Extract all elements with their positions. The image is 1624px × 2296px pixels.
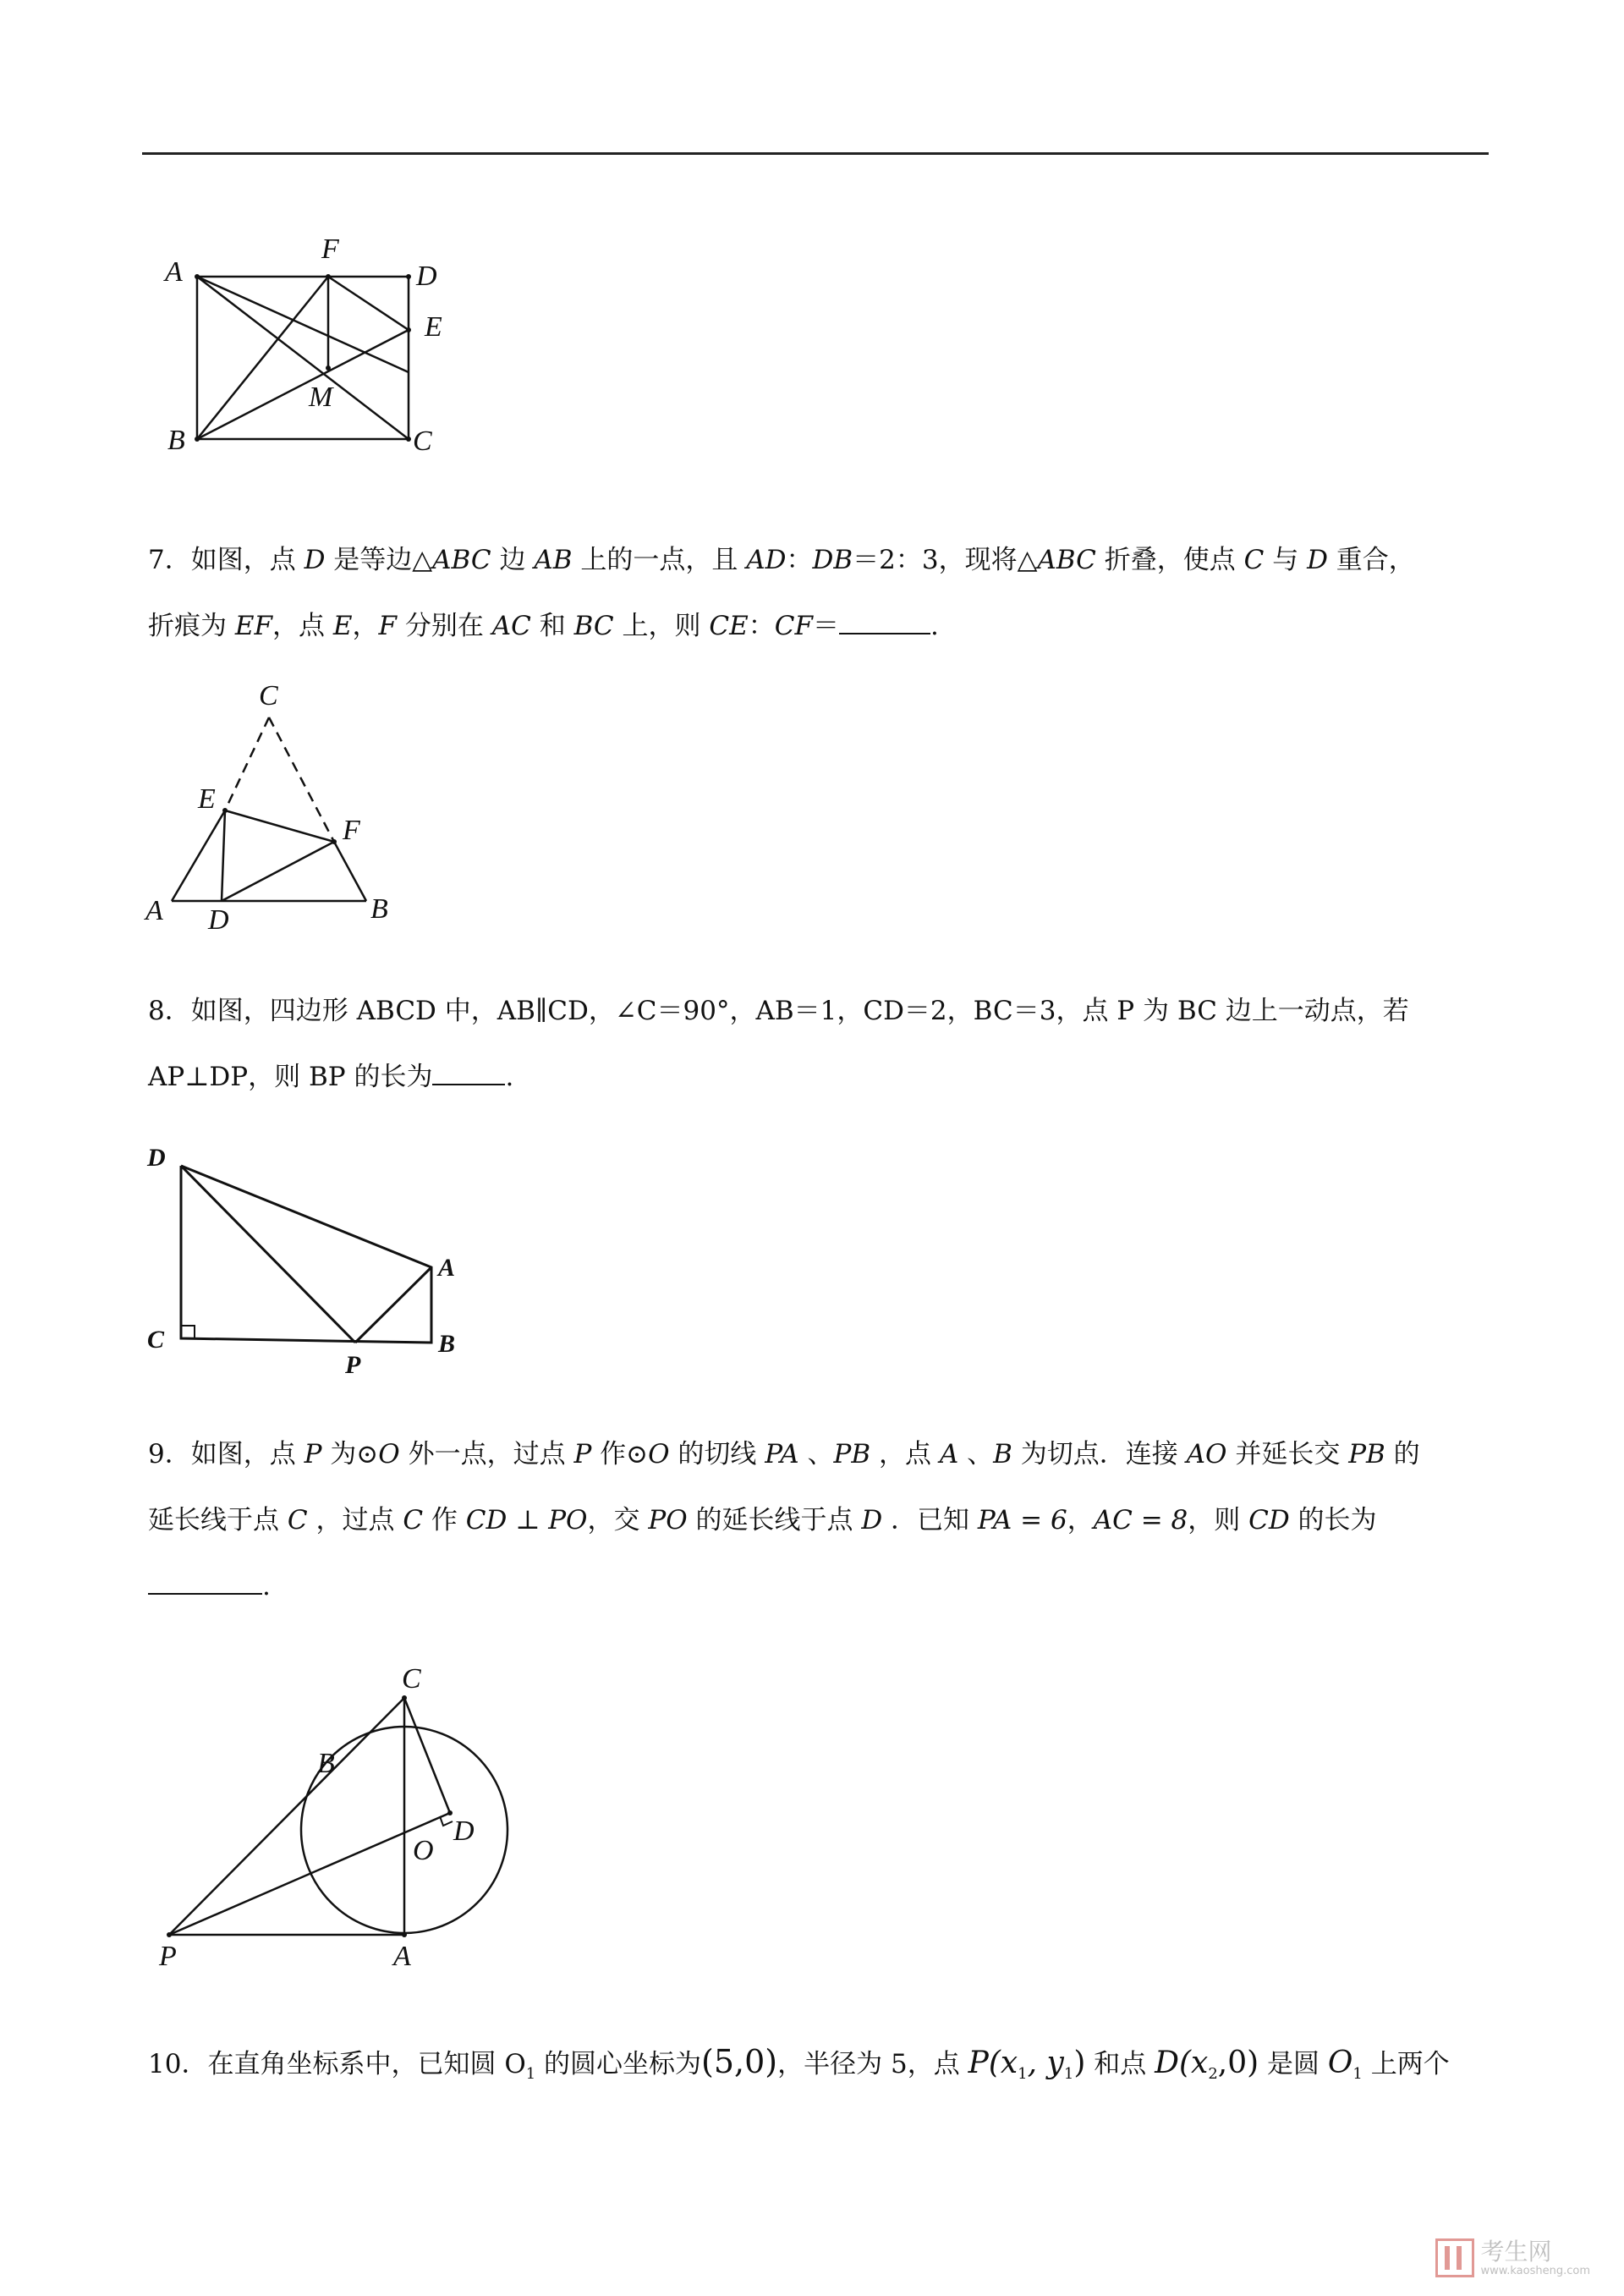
label-p: P: [345, 1351, 361, 1379]
label-b: B: [370, 893, 388, 925]
segment-fb: [334, 842, 366, 901]
question-7-line-2: 折痕为 EF，点 E，F 分别在 AC 和 BC 上，则 CE：CF＝ .: [148, 611, 939, 641]
segment-pa: [355, 1267, 431, 1343]
label-b: B: [438, 1330, 456, 1358]
question-7: [148, 527, 1493, 659]
trapezoid-outline: [181, 1166, 431, 1343]
label-e: E: [425, 311, 442, 343]
right-angle-mark: [181, 1326, 195, 1338]
watermark-url: www.kaosheng.com: [1480, 2264, 1590, 2277]
label-d: D: [208, 904, 229, 936]
right-angle-mark: [440, 1816, 453, 1826]
label-o: O: [413, 1835, 434, 1866]
label-c: C: [259, 680, 278, 711]
label-m: M: [309, 382, 333, 413]
question-number: 9．: [148, 1439, 191, 1469]
segment-dp: [181, 1166, 355, 1343]
label-d: D: [147, 1144, 166, 1172]
question-number: 10．: [148, 2049, 208, 2079]
question-9-line-3: .: [148, 1553, 1493, 1619]
label-d: D: [416, 261, 437, 292]
label-d: D: [453, 1815, 475, 1847]
question-9-line-1: 9．如图，点 P 为⊙O 外一点，过点 P 作⊙O 的切线 PA 、PB ，点 A 、B 为切点．连接 AO 并延长交 PB 的: [148, 1439, 1420, 1469]
segment-be: [197, 330, 409, 439]
question-number: 8．: [148, 996, 191, 1026]
watermark-logo-icon: [1435, 2238, 1474, 2277]
segment-pd: [169, 1813, 450, 1935]
label-a: A: [393, 1941, 411, 1972]
figure-folded-triangle: [144, 680, 414, 943]
label-e: E: [198, 783, 216, 815]
label-a: A: [165, 256, 183, 288]
label-c: C: [413, 426, 432, 457]
label-a: A: [438, 1254, 456, 1282]
segment-ce-dashed: [225, 717, 269, 810]
question-8-line-2: AP⊥DP，则 BP 的长为 .: [148, 1062, 514, 1092]
label-b: B: [167, 425, 185, 456]
figure-circle-tangents: [144, 1662, 533, 2001]
label-f: F: [321, 233, 339, 265]
question-10: [148, 2029, 1493, 2107]
label-p: P: [159, 1941, 177, 1972]
label-c: C: [147, 1326, 165, 1354]
segment-fe: [328, 277, 409, 330]
label-f: F: [343, 815, 360, 846]
question-9-line-2: 延长线于点 C ，过点 C 作 CD ⊥ PO，交 PO 的延长线于点 D ．已知 PA = 6，AC = 8，则 CD 的长为: [148, 1505, 1377, 1535]
answer-blank[interactable]: [148, 1569, 262, 1595]
segment-ef: [225, 810, 334, 842]
label-b: B: [317, 1748, 335, 1779]
watermark: [1435, 2238, 1590, 2277]
segment-cf-dashed: [269, 717, 334, 842]
header-rule: [142, 152, 1489, 155]
segment-cd: [404, 1698, 450, 1813]
label-a: A: [145, 895, 163, 926]
segment-df: [222, 842, 334, 901]
label-c: C: [402, 1663, 421, 1695]
answer-blank[interactable]: [839, 609, 930, 634]
watermark-name: 考生网: [1480, 2237, 1552, 2266]
question-8-line-1: 8．如图，四边形 ABCD 中，AB∥CD，∠C＝90°，AB＝1，CD＝2，BC＝3，点 P 为 BC 边上一动点，若: [148, 996, 1409, 1026]
question-number: 7．: [148, 545, 191, 575]
figure-rectangle-abcd: [152, 233, 474, 461]
segment-ae: [172, 810, 225, 901]
figure-trapezoid: [144, 1146, 465, 1383]
question-10-line-1: 10．在直角坐标系中，已知圆 $O_1$ 的圆心坐标为(5,0)，半径为 5，点 $P(x_1$, $y_1$) 和点 $D(x_2,0)$ 是圆 $O_1$ 上两个: [148, 2043, 1450, 2084]
question-7-line-1: 7．如图，点 D 是等边△ABC 边 AB 上的一点，且 AD：DB＝2：3，现将△ABC 折叠，使点 C 与 D 重合，: [148, 545, 1415, 575]
segment-ed: [222, 810, 225, 901]
question-9: [148, 1421, 1493, 1619]
segment-pc: [169, 1698, 404, 1935]
question-8: [148, 978, 1493, 1110]
segment-bf: [197, 277, 328, 439]
answer-blank[interactable]: [432, 1060, 505, 1085]
